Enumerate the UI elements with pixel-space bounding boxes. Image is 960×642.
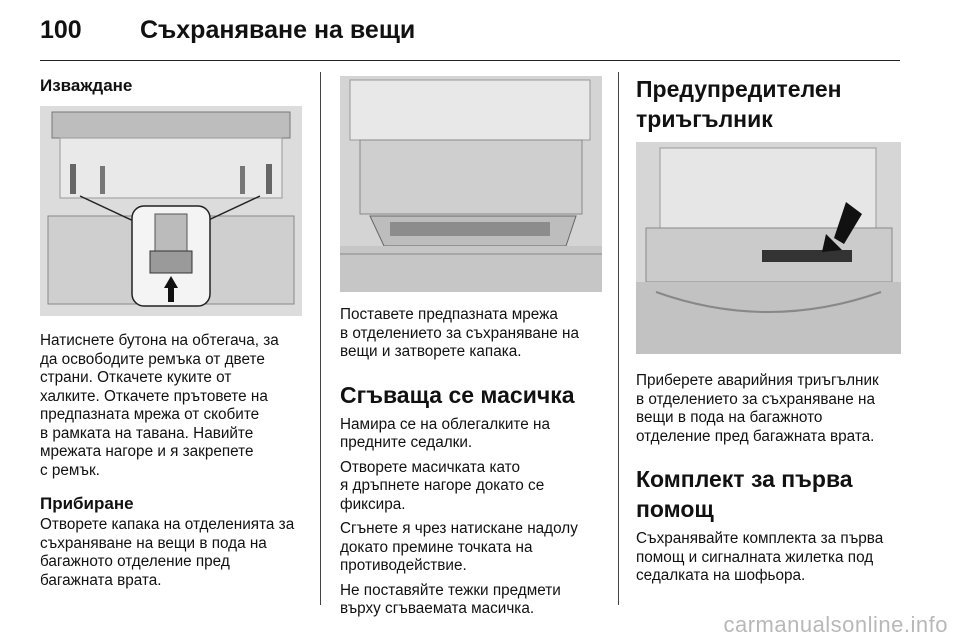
paragraph-net-storage: Поставете предпазната мрежа в отделението за съхраняване на вещи и затворете капака. bbox=[340, 306, 579, 360]
paragraph-storing: Отворете капака на отделенията за съхраняване на вещи в пода на багажното отделение пред багажната врата. bbox=[40, 516, 295, 589]
paragraph-removal: Натиснете бутона на обтегача, за да освободите ремъка от двете страни. Откачете куките от халките. Откачете прътовете на предпазната мрежа от скобите в рамката на тавана. Навийте мрежата нагоре и я закрепете с ремък. bbox=[40, 332, 279, 479]
heading-folding-table: Сгъваща се масичка bbox=[340, 381, 575, 408]
heading-first-aid-kit: Комплект за първа помощ bbox=[636, 466, 853, 522]
heading-warning-triangle: Предупредителен триъгълник bbox=[636, 76, 842, 132]
paragraph-first-aid-kit: Съхранявайте комплекта за първа помощ и сигналната жилетка под седалката на шофьора. bbox=[636, 530, 884, 584]
figure-warning-triangle bbox=[636, 142, 901, 354]
header-rule bbox=[40, 60, 900, 61]
watermark: carmanualsonline.info bbox=[723, 612, 948, 637]
figure-cargo-net-removal bbox=[40, 106, 302, 316]
paragraph-warning-triangle: Приберете аварийния триъгълник в отделението за съхраняване на вещи в пода на багажното отделение пред багажната врата. bbox=[636, 372, 879, 445]
column-3 bbox=[636, 72, 901, 592]
page-number: 100 bbox=[40, 16, 82, 44]
underfloor-compartment-illustration bbox=[340, 76, 602, 292]
column-divider-2 bbox=[618, 72, 619, 605]
page-header bbox=[40, 16, 415, 45]
chapter-title: Съхраняване на вещи bbox=[140, 16, 416, 44]
paragraph-folding-table-4: Не поставяйте тежки предмети върху сгъваемата масичка. bbox=[340, 581, 561, 617]
heading-storing: Прибиране bbox=[40, 494, 134, 513]
column-2 bbox=[340, 72, 602, 625]
paragraph-folding-table-1: Намира се на облегалките на предните седалки. bbox=[340, 415, 550, 451]
column-divider-1 bbox=[320, 72, 321, 605]
cargo-net-illustration bbox=[40, 106, 302, 316]
heading-removal: Изваждане bbox=[40, 76, 133, 95]
warning-triangle-illustration bbox=[636, 142, 901, 354]
paragraph-folding-table-2: Отворете масичката като я дръпнете нагоре докато се фиксира. bbox=[340, 458, 545, 513]
column-1 bbox=[40, 72, 302, 596]
paragraph-folding-table-3: Сгънете я чрез натискане надолу докато премине точката на противодействие. bbox=[340, 520, 578, 574]
figure-underfloor-compartment bbox=[340, 76, 602, 292]
